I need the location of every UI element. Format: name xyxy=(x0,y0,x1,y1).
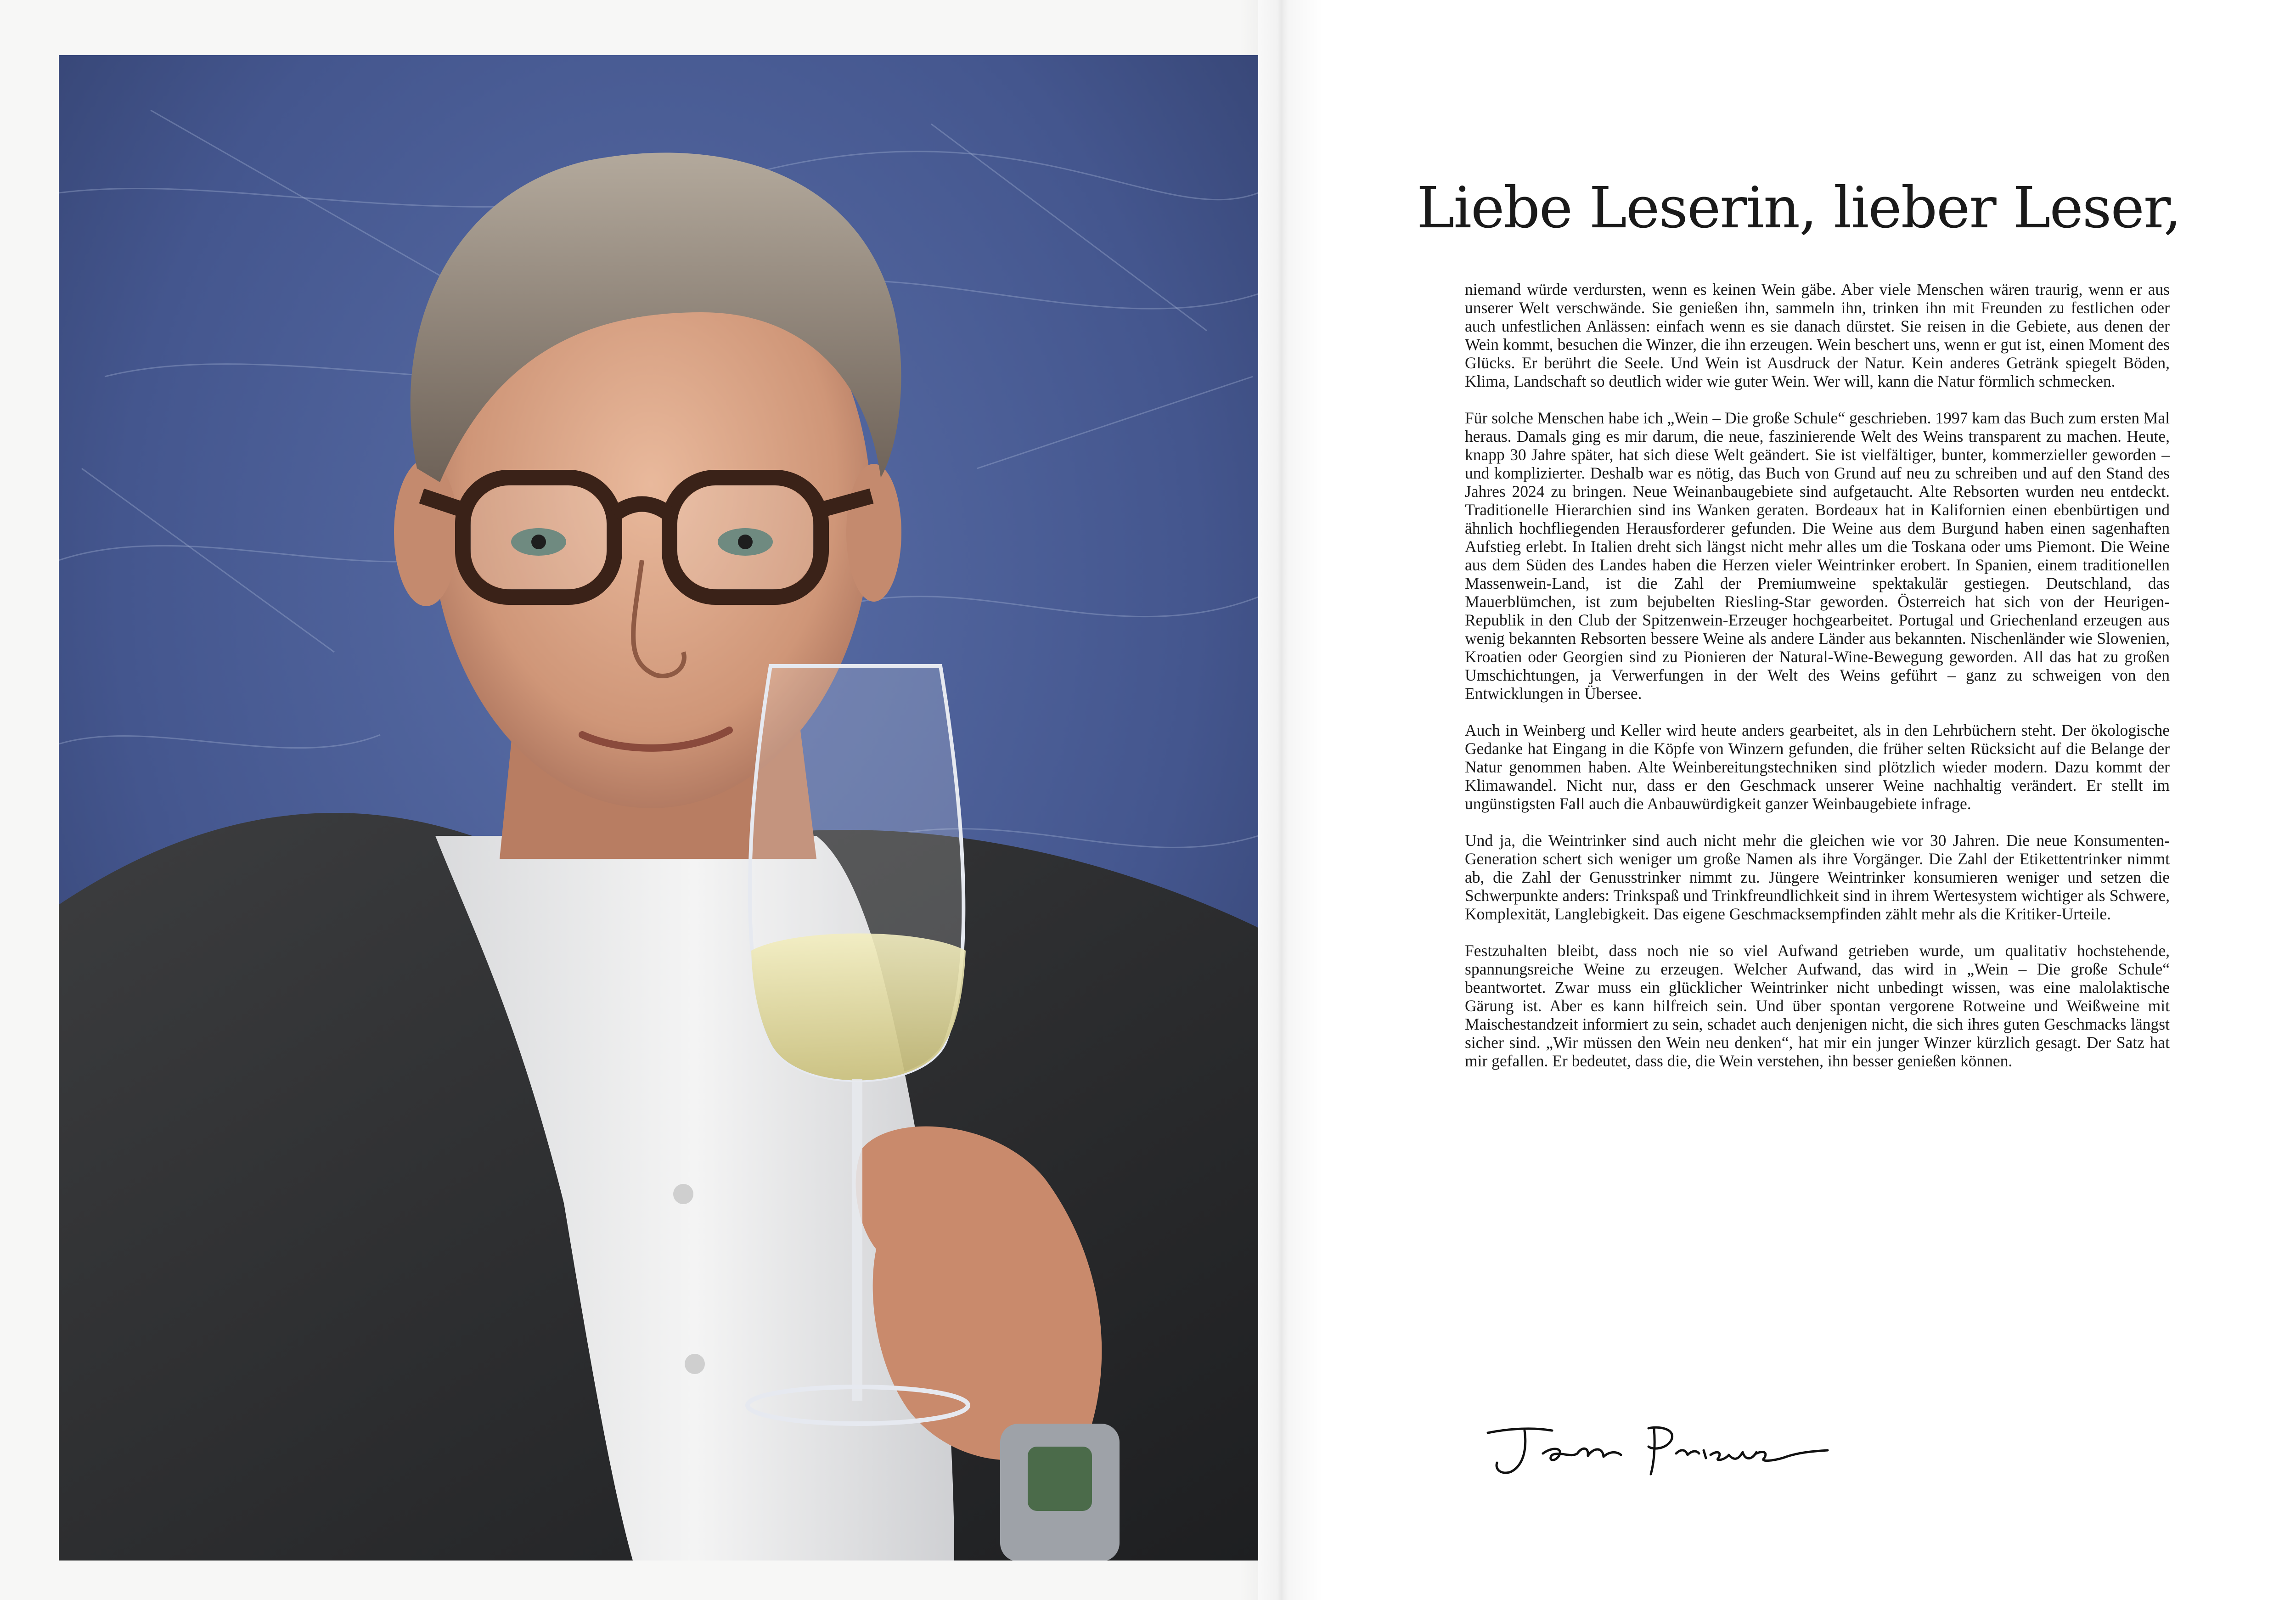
letter-body xyxy=(1465,280,2170,1088)
letter-paragraph: Festzuhalten bleibt, dass noch nie so viel Aufwand getrieben wurde, um qualitativ hochstehende, spannungsreiche Weine zu erzeugen. Welcher Aufwand, das wird in „Wein – Die große Schule“ beantwortet. Zwar muss ein glücklicher Weintrinker nicht unbedingt wissen, was eine malolaktische Gärung ist. Aber es kann hilfreich sein. Und über spontan vergorene Rotweine und Weißweine mit Maischestandzeit informiert zu sein, schadet auch denjenigen nicht, die sich ihres guten Geschmacks längst sicher sind. „Wir müssen den Wein neu denken“, hat mir ein junger Winzer kürzlich gesagt. Der Satz hat mir gefallen. Er bedeutet, dass die, die Wein verstehen, ihn besser genießen können. xyxy=(1465,941,2170,1070)
author-signature xyxy=(1483,1414,1832,1483)
letter-paragraph: niemand würde verdursten, wenn es keinen Wein gäbe. Aber viele Menschen wären traurig, wenn er aus unserer Welt verschwände. Sie genießen ihn, sammeln ihn, trinken ihn mit Freunden zu festlichen oder auch unfestlichen Anlässen: einfach wenn es sie danach dürstet. Sie reisen in die Gebiete, aus denen der Wein kommt, besuchen die Winzer, die ihn erzeugen. Wein beschert uns, wenn er gut ist, einen Moment des Glücks. Er berührt die Seele. Und Wein ist Ausdruck der Natur. Kein anderes Getränk spiegelt Böden, Klima, Landschaft so deutlich wider wie guter Wein. Wer will, kann die Natur förmlich schmecken. xyxy=(1465,280,2170,390)
author-portrait-photo xyxy=(59,55,1258,1561)
letter-paragraph: Für solche Menschen habe ich „Wein – Die große Schule“ geschrieben. 1997 kam das Buch zum ersten Mal heraus. Damals ging es mir darum, die neue, faszinierende Welt des Weins transparent zu machen. Heute, knapp 30 Jahre später, hat sich diese Welt geändert. Sie ist vielfältiger, bunter, kommerzieller geworden – und komplizierter. Deshalb war es nötig, das Buch von Grund auf neu zu schreiben und auf den Stand des Jahres 2024 zu bringen. Neue Weinanbaugebiete sind aufgetaucht. Alte Rebsorten wurden neu entdeckt. Traditionelle Hierarchien sind ins Wanken geraten. Bordeaux hat in Kalifornien einen ebenbürtigen und ähnlich hochfliegenden Herausforderer gefunden. Die Weine aus dem Burgund haben einen sagenhaften Aufstieg erlebt. In Italien dreht sich längst nicht mehr alles um die Toskana oder ums Piemont. Die Weine aus dem Süden des Landes haben die Herzen vieler Weintrinker erobert. In Spanien, einem traditionellen Massenwein-Land, ist die Zahl der Premiumweine spektakulär gestiegen. Deutschland, das Mauerblümchen, ist zum bejubelten Riesling-Star geworden. Österreich hat sich von der Heurigen-Republik in den Club der Spitzenwein-Erzeuger hochgearbeitet. Portugal und Griechenland erzeugen aus wenig bekannten Rebsorten bessere Weine als andere Länder aus bekannten. Nischenländer wie Slowenien, Kroatien oder Georgien sind zu Pionieren der Natural-Wine-Bewegung geworden. All das hat zu großen Umschichtungen, ja Verwerfungen in der Welt des Weins geführt – ganz zu schweigen von den Entwicklungen in Übersee. xyxy=(1465,409,2170,703)
letter-paragraph: Auch in Weinberg und Keller wird heute anders gearbeitet, als in den Lehrbüchern steht. Der ökologische Gedanke hat Eingang in die Köpfe von Winzern gefunden, die früher selten Rücksicht auf die Belange der Natur genommen haben. Alte Weinbereitungstechniken sind plötzlich wieder modern. Dazu kommt der Klimawandel. Nicht nur, dass er den Geschmack unserer Weine nachhaltig verändert. Er stellt im ungünstigsten Fall auch die Anbauwürdigkeit ganzer Weinbaugebiete infrage. xyxy=(1465,721,2170,813)
letter-paragraph: Und ja, die Weintrinker sind auch nicht mehr die gleichen wie vor 30 Jahren. Die neue Konsumenten-Generation schert sich weniger um große Namen als ihre Vorgänger. Die Zahl der Etikettentrinker nimmt ab, die Zahl der Genusstrinker nimmt zu. Jüngere Weintrinker konsumieren weniger und setzen die Schwerpunkte anders: Trinkspaß und Trinkfreundlichkeit sind in ihrem Wertesystem wichtiger als Schwere, Komplexität, Langlebigkeit. Das eigene Geschmacksempfinden zählt mehr als die Kritiker-Urteile. xyxy=(1465,831,2170,923)
page-title: Liebe Leserin, lieber Leser, xyxy=(1417,175,2181,241)
